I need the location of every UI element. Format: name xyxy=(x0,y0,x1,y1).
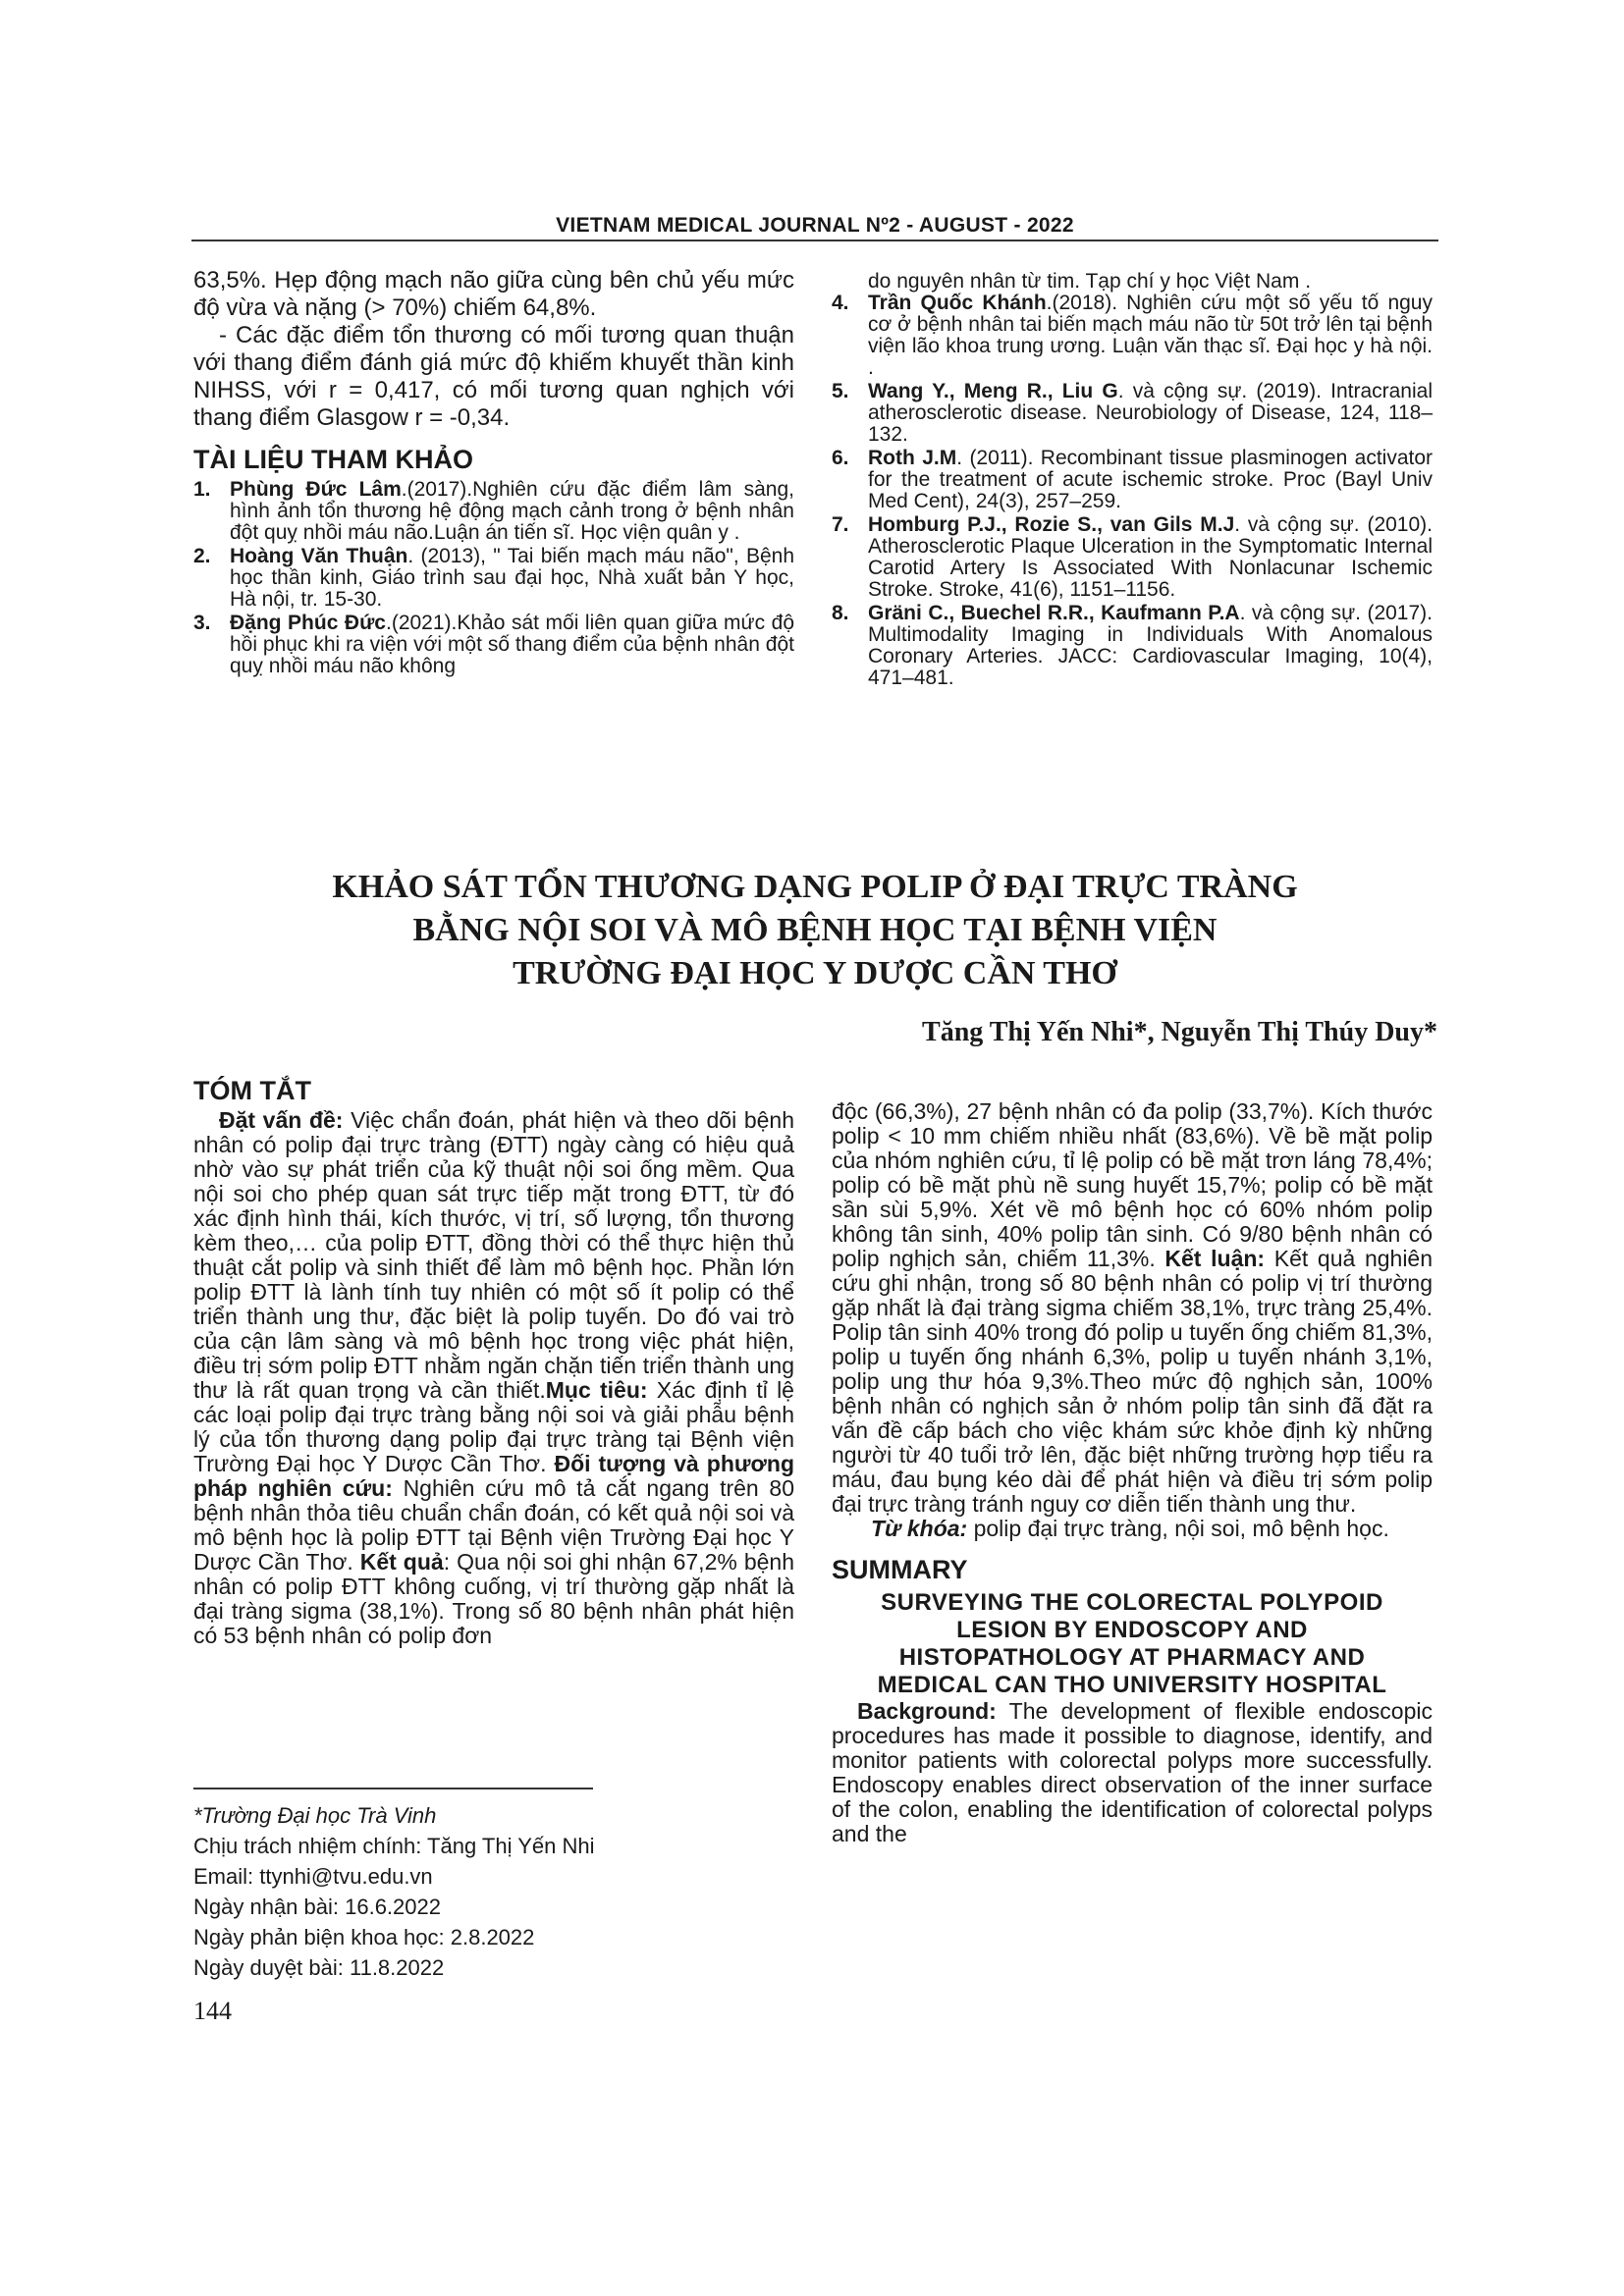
abstract-text-conclusion: Kết quả nghiên cứu ghi nhận, trong số 80 bệnh nhân có polip vị trí thường gặp nhất là đại tràng sigma chiếm 38,1%, trực tràng 25,4%. Polip tân sinh 40% trong đó polip u tuyến ống chiếm 81,3%, polip u tuyến ống nhánh 6,3%, polip u tuyến nhánh 3,1%, polip ung thư hóa 9,3%.Theo mức độ nghịch sản, 100% bệnh nhân có nghịch sản ở nhóm polip tân sinh đã đặt ra vấn đề cấp bách cho việc khám sức khỏe định kỳ những người từ 40 tuổi trở lên, đặc biệt những trường hợp tiểu ra máu, đau bụng kéo dài để phát hiện và điều trị sớm polip đại trực tràng tránh nguy cơ diễn tiến thành ung thư. xyxy=(832,1246,1434,1517)
footnote-accepted-date: Ngày duyệt bài: 11.8.2022 xyxy=(193,1955,445,1980)
journal-header: VIETNAM MEDICAL JOURNAL Nº2 - AUGUST - 2022 xyxy=(556,214,1074,237)
reference-authors: Roth J.M xyxy=(868,447,957,469)
keywords xyxy=(832,1517,1433,1541)
article-title-line: BẰNG NỘI SOI VÀ MÔ BỆNH HỌC TẠI BỆNH VIỆN xyxy=(412,912,1218,948)
reference-authors: Wang Y., Meng R., Liu G xyxy=(868,380,1118,402)
footnote-responsible: Chịu trách nhiệm chính: Tăng Thị Yến Nhi xyxy=(193,1834,595,1858)
reference-authors: Hoàng Văn Thuận xyxy=(230,545,408,567)
summary-text-background: The development of flexible endoscopic procedures has made it possible to diagnose, identify, and monitor patients with colorectal polyps more successfully. Endoscopy enables direct observation of the inner surface of the colon, enabling the identification of colorectal polyps and the xyxy=(832,1698,1433,1846)
abstract-text-objective: Xác định tỉ lệ các loại polip đại trực tràng bằng nội soi và giải phẫu bệnh lý của tổn thương dạng polip đại trực tràng tại Bệnh viện Trường Đại học Y Dược Cần Thơ. xyxy=(193,1377,794,1476)
references-list-left xyxy=(193,479,794,677)
footnote-received-date: Ngày nhận bài: 16.6.2022 xyxy=(193,1895,441,1919)
reference-authors: Trần Quốc Khánh xyxy=(868,292,1047,314)
reference-item xyxy=(832,293,1433,379)
keywords-label: Từ khóa: xyxy=(871,1516,968,1541)
abstract-paragraph xyxy=(193,1108,794,1648)
reference-authors: Homburg P.J., Rozie S., van Gils M.J xyxy=(868,513,1235,536)
reference-item xyxy=(832,448,1433,512)
article-authors: Tăng Thị Yến Nhi*, Nguyễn Thị Thúy Duy* xyxy=(922,1017,1437,1047)
reference-text: . (2011). Recombinant tissue plasminogen activator for the treatment of acute ischemic stroke. Proc (Bayl Univ Med Cent), 24(3), 257–259. xyxy=(868,447,1434,512)
reference-item xyxy=(832,603,1433,689)
article-title xyxy=(196,866,1434,995)
footnote-rule xyxy=(193,1788,593,1789)
summary-subtitle-line: HISTOPATHOLOGY AT PHARMACY AND xyxy=(898,1644,1366,1671)
abstract-text-methods: Nghiên cứu mô tả cắt ngang trên 80 bệnh nhân thỏa tiêu chuẩn chẩn đoán, có kết quả nội soi và mô bệnh học là polip ĐTT tại Bệnh viện Trường Đại học Y Dược Cần Thơ. xyxy=(193,1475,794,1575)
abstract-label-conclusion: Kết luận: xyxy=(1164,1246,1266,1271)
reference-text: . và cộng sự. (2017). Multimodality Imaging in Individuals With Anomalous Coronary Arteries. JACC: Cardiovascular Imaging, 10(4), 471–481. xyxy=(868,602,1433,689)
reference-authors: Phùng Đức Lâm xyxy=(230,478,402,501)
keywords-text: polip đại trực tràng, nội soi, mô bệnh học. xyxy=(967,1516,1389,1541)
reference-number: 6. xyxy=(832,447,849,469)
prev-article-right-column xyxy=(832,271,1433,691)
summary-heading: SUMMARY xyxy=(832,1555,968,1584)
reference-text: . và cộng sự. (2010). Atherosclerotic Plaque Ulceration in the Symptomatic Internal Carotid Artery Is Associated With Nonlacunar Ischemic Stroke. Stroke, 41(6), 1151–1156. xyxy=(868,513,1433,601)
abstract-text-background: Việc chẩn đoán, phát hiện và theo dõi bệnh nhân có polip đại trực tràng (ĐTT) ngày càng có hiệu quả nhờ vào sự phát triển của kỹ thuật nội soi ống mềm. Qua nội soi cho phép quan sát trực tiếp mặt trong ĐTT, từ đó xác định hình thái, kích thước, vị trí, số lượng, tổn thương kèm theo,… của polip ĐTT, đồng thời có thể thực hiện thủ thuật cắt polip và sinh thiết để làm mô bệnh học. Phần lớn polip ĐTT là lành tính tuy nhiên có một số ít polip có thể triển thành ung thư, đặc biệt là polip tuyến. Do đó vai trò của cận lâm sàng và mô bệnh học trong việc phát hiện, điều trị sớm polip ĐTT nhằm ngăn chặn tiến triển thành ung thư là rất quan trọng và cần thiết. xyxy=(193,1107,794,1403)
references-heading: TÀI LIỆU THAM KHẢO xyxy=(193,445,473,474)
summary-subtitle-line: MEDICAL CAN THO UNIVERSITY HOSPITAL xyxy=(877,1672,1387,1698)
reference-item xyxy=(832,514,1433,601)
summary-label-background: Background: xyxy=(857,1698,997,1724)
reference-number: 1. xyxy=(193,478,211,501)
abstract-heading: TÓM TẮT xyxy=(193,1076,311,1105)
conclusion-paragraph-1: 63,5%. Hẹp động mạch não giữa cùng bên chủ yếu mức độ vừa và nặng (> 70%) chiếm 64,8%. xyxy=(193,267,794,321)
footnote-email: Email: ttynhi@tvu.edu.vn xyxy=(193,1864,433,1889)
summary-subtitle-line: SURVEYING THE COLORECTAL POLYPOID xyxy=(881,1589,1383,1616)
reference-text: . (2013), " Tai biến mạch máu não", Bệnh học thần kinh, Giáo trình sau đại học, Nhà xuất bản Y học, Hà nội, tr. 15-30. xyxy=(230,545,795,611)
reference-text: .(2017).Nghiên cứu đặc điểm lâm sàng, hình ảnh tổn thương hệ động mạch cảnh trong ở bệnh nhân đột quỵ nhồi máu não.Luận án tiến sĩ. Học viện quân y . xyxy=(230,478,794,544)
header-rule xyxy=(191,240,1438,241)
page-number: 144 xyxy=(193,1997,232,2025)
reference-number: 7. xyxy=(832,513,849,536)
abstract-label-background: Đặt vấn đề: xyxy=(219,1107,344,1133)
reference-3-continued: do nguyên nhân từ tim. Tạp chí y học Việt Nam . xyxy=(868,270,1312,293)
reference-item xyxy=(193,613,794,677)
reference-item xyxy=(193,479,794,544)
abstract-text-results: : Qua nội soi ghi nhận 67,2% bệnh nhân có polip ĐTT không cuống, vị trí thường gặp nhất là đại tràng sigma (38,1%). Trong số 80 bệnh nhân phát hiện có 53 bệnh nhân có polip đơn xyxy=(193,1549,794,1648)
abstract-label-objective: Mục tiêu: xyxy=(545,1377,648,1403)
reference-number: 4. xyxy=(832,292,849,314)
abstract-left-column xyxy=(193,1076,794,1648)
article-title-line: KHẢO SÁT TỔN THƯƠNG DẠNG POLIP Ở ĐẠI TRỰC TRÀNG xyxy=(332,869,1298,905)
reference-number: 3. xyxy=(193,612,211,634)
conclusion-paragraph-2: - Các đặc điểm tổn thương có mối tương quan thuận với thang điểm đánh giá mức độ khiếm khuyết thần kinh NIHSS, với r = 0,417, có mối tương quan nghịch với thang điểm Glasgow r = -0,34. xyxy=(193,322,794,431)
summary-subtitle-line: LESION BY ENDOSCOPY AND xyxy=(956,1617,1308,1643)
reference-item xyxy=(832,381,1433,446)
footnotes xyxy=(193,1800,794,1983)
reference-authors: Gräni C., Buechel R.R., Kaufmann P.A xyxy=(868,602,1240,624)
references-list-right xyxy=(832,293,1433,689)
footnote-affiliation: *Trường Đại học Trà Vinh xyxy=(193,1803,437,1828)
reference-number: 8. xyxy=(832,602,849,624)
abstract-label-methods: Đối tượng và phương pháp nghiên cứu: xyxy=(193,1451,794,1501)
summary-subtitle xyxy=(832,1589,1433,1699)
abstract-right-column xyxy=(832,1099,1433,1846)
reference-text: .(2021).Khảo sát mối liên quan giữa mức độ hồi phục khi ra viện với một số thang điểm của bệnh nhân đột quỵ nhồi máu não không xyxy=(230,612,795,677)
summary-paragraph xyxy=(832,1699,1433,1846)
abstract-text-results-continued: độc (66,3%), 27 bệnh nhân có đa polip (33,7%). Kích thước polip < 10 mm chiếm nhiều nhất (83,6%). Về bề mặt polip của nhóm nghiên cứu, tỉ lệ polip có bề mặt trơn láng 78,4%; polip có bề mặt phù nề sung huyết 15,7%; polip có bề mặt sần sùi 5,9%. Xét về mô bệnh học có 60% nhóm polip không tân sinh, 40% polip tân sinh. Có 9/80 bệnh nhân có polip nghịch sản, chiếm 11,3%. xyxy=(832,1098,1433,1271)
footnote-review-date: Ngày phản biện khoa học: 2.8.2022 xyxy=(193,1925,535,1949)
reference-text: .(2018). Nghiên cứu một số yếu tố nguy cơ ở bệnh nhân tai biến mạch máu não từ 50t trở lên tại bệnh viện lão khoa trung ương. Luận văn thạc sĩ. Đại học y hà nội. . xyxy=(868,292,1433,379)
abstract-paragraph-continued xyxy=(832,1099,1433,1517)
reference-number: 2. xyxy=(193,545,211,567)
reference-item xyxy=(193,546,794,611)
reference-authors: Đặng Phúc Đức xyxy=(230,612,386,634)
article-title-line: TRƯỜNG ĐẠI HỌC Y DƯỢC CẦN THƠ xyxy=(513,955,1117,991)
reference-number: 5. xyxy=(832,380,849,402)
abstract-label-results: Kết quả xyxy=(359,1549,444,1575)
reference-text: . và cộng sự. (2019). Intracranial atherosclerotic disease. Neurobiology of Disease, 124, 118–132. xyxy=(868,380,1433,446)
prev-article-left-column xyxy=(193,267,794,679)
